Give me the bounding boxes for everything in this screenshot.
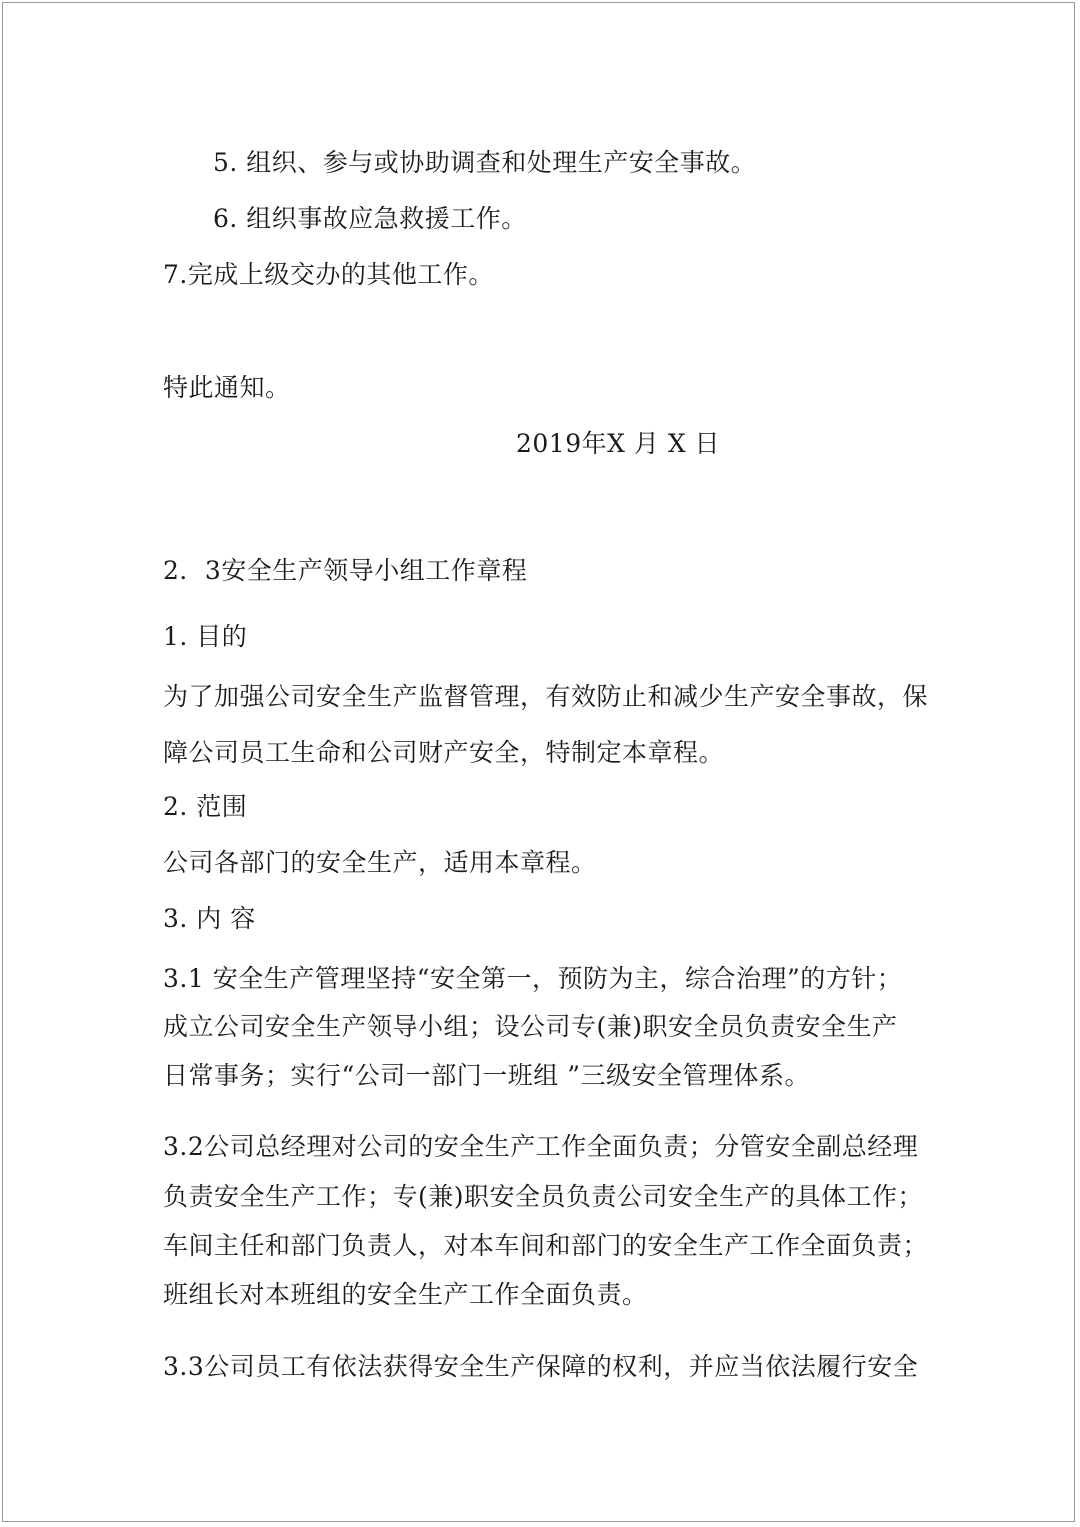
para-3-2-line-1: 3.2公司总经理对公司的安全生产工作全面负责；分管安全副总经理 bbox=[163, 1132, 919, 1161]
section-heading: 2．3安全生产领导小组工作章程 bbox=[163, 556, 528, 585]
para-3-2-line-2: 负责安全生产工作；专(兼)职安全员负责公司安全生产的具体工作； bbox=[163, 1182, 924, 1211]
para-3-1-line-3: 日常事务；实行“公司一部门一班组 ”三级安全管理体系。 bbox=[163, 1061, 811, 1090]
para-3-1-line-1: 3.1 安全生产管理坚持“安全第一，预防为主，综合治理”的方针； bbox=[163, 964, 903, 993]
para-3-2-line-3: 车间主任和部门负责人，对本车间和部门的安全生产工作全面负责； bbox=[163, 1231, 929, 1260]
date-line: 2019年X 月 X 日 bbox=[516, 429, 721, 458]
para-3-3-line-1: 3.3公司员工有依法获得安全生产保障的权利，并应当依法履行安全 bbox=[163, 1352, 919, 1381]
list-item-5: 5. 组织、参与或协助调查和处理生产安全事故。 bbox=[213, 148, 757, 177]
purpose-line-1: 为了加强公司安全生产监督管理，有效防止和减少生产安全事故，保 bbox=[163, 682, 929, 711]
scope-text: 公司各部门的安全生产，适用本章程。 bbox=[163, 848, 597, 877]
list-item-7: 7.完成上级交办的其他工作。 bbox=[163, 260, 494, 289]
notice-text: 特此通知。 bbox=[163, 373, 291, 402]
para-3-2-line-4: 班组长对本班组的安全生产工作全面负责。 bbox=[163, 1280, 648, 1309]
purpose-heading: 1. 目的 bbox=[163, 622, 248, 651]
para-3-1-line-2: 成立公司安全生产领导小组；设公司专(兼)职安全员负责安全生产 bbox=[163, 1012, 898, 1041]
content-heading: 3. 内 容 bbox=[163, 904, 256, 933]
scope-heading: 2. 范围 bbox=[163, 792, 248, 821]
purpose-line-2: 障公司员工生命和公司财产安全，特制定本章程。 bbox=[163, 738, 725, 767]
list-item-6: 6. 组织事故应急救援工作。 bbox=[213, 204, 527, 233]
